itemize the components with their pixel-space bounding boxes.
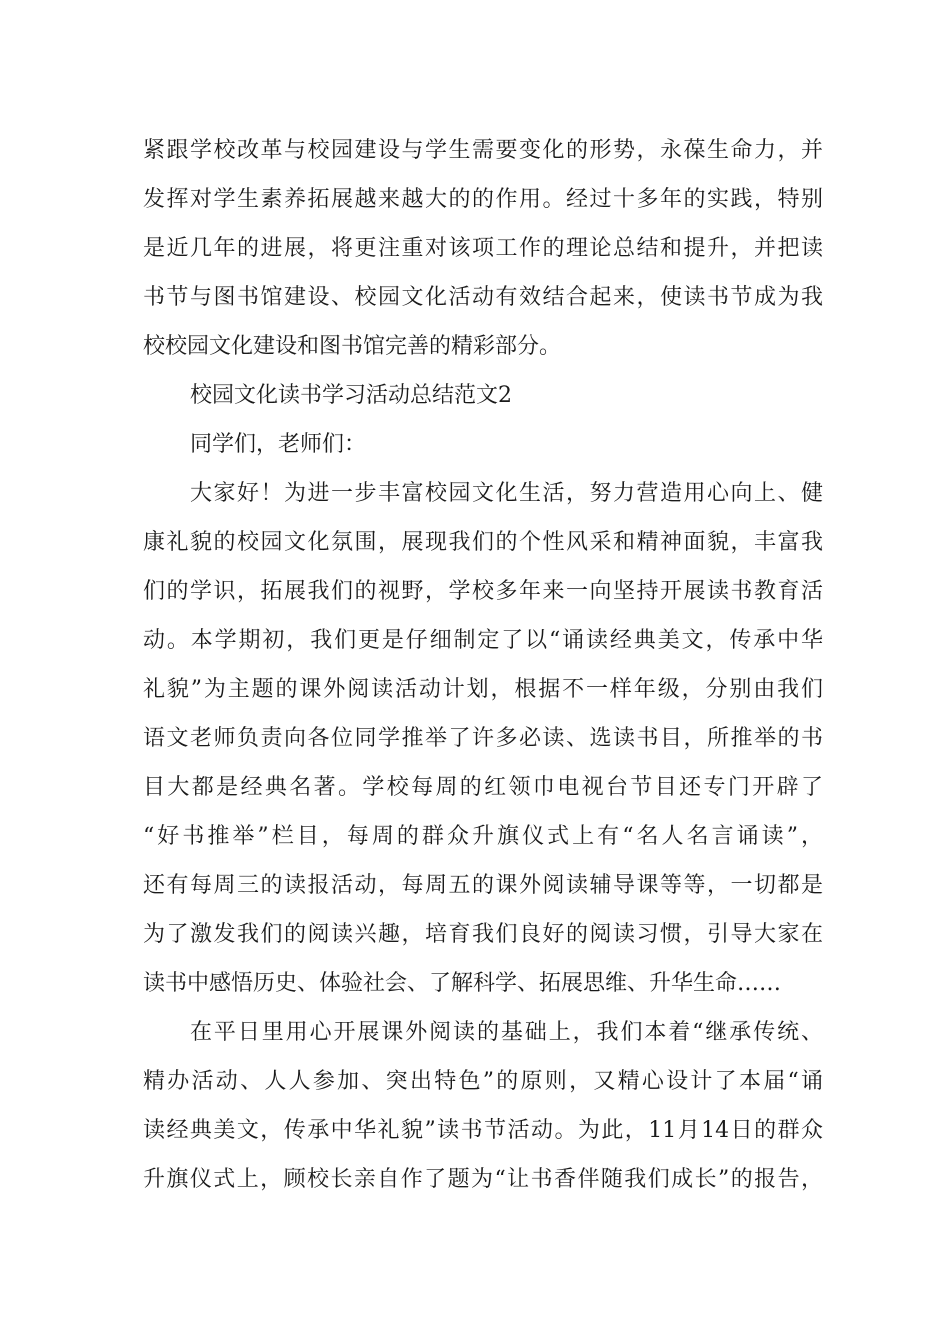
text-line-3: 是近几年的进展，将更注重对该项工作的理论总结和提升，并把读 [143, 236, 823, 261]
salutation: 同学们，老师们： [190, 432, 367, 457]
text-line-15: “好书推举”栏目，每周的群众升旗仪式上有“名人名言诵读”， [143, 824, 823, 849]
text-line-17: 为了激发我们的阅读兴趣，培育我们良好的阅读习惯，引导大家在 [143, 922, 823, 947]
text-line-10: 们的学识，拓展我们的视野，学校多年来一向坚持开展读书教育活 [143, 579, 823, 604]
text-line-21: 读经典美文，传承中华礼貌”读书节活动。为此，11月14日的群众 [143, 1118, 823, 1143]
text-line-8: 大家好！为进一步丰富校园文化生活，努力营造用心向上、健 [190, 481, 823, 506]
text-line-9: 康礼貌的校园文化氛围，展现我们的个性风采和精神面貌，丰富我 [143, 530, 823, 555]
text-line-19: 在平日里用心开展课外阅读的基础上，我们本着“继承传统、 [190, 1020, 823, 1045]
text-line-20: 精办活动、人人参加、突出特色”的原则，又精心设计了本届“诵 [143, 1069, 823, 1094]
text-line-11: 动。本学期初，我们更是仔细制定了以“诵读经典美文，传承中华 [143, 628, 823, 653]
text-line-1: 紧跟学校改革与校园建设与学生需要变化的形势，永葆生命力，并 [143, 138, 823, 163]
text-line-12: 礼貌”为主题的课外阅读活动计划，根据不一样年级，分别由我们 [143, 677, 823, 702]
text-line-5: 校校园文化建设和图书馆完善的精彩部分。 [143, 334, 562, 359]
text-line-16: 还有每周三的读报活动，每周五的课外阅读辅导课等等，一切都是 [143, 873, 823, 898]
text-line-13: 语文老师负责向各位同学推举了许多必读、选读书目，所推举的书 [143, 726, 823, 751]
text-line-14: 目大都是经典名著。学校每周的红领巾电视台节目还专门开辟了 [143, 775, 823, 800]
text-line-22: 升旗仪式上，顾校长亲自作了题为“让书香伴随我们成长”的报告， [143, 1167, 823, 1192]
section-heading: 校园文化读书学习活动总结范文2 [190, 383, 512, 408]
text-line-18: 读书中感悟历史、体验社会、了解科学、拓展思维、升华生命…… [143, 971, 782, 996]
text-line-4: 书节与图书馆建设、校园文化活动有效结合起来，使读书节成为我 [143, 285, 823, 310]
text-line-2: 发挥对学生素养拓展越来越大的的作用。经过十多年的实践，特别 [143, 187, 823, 212]
